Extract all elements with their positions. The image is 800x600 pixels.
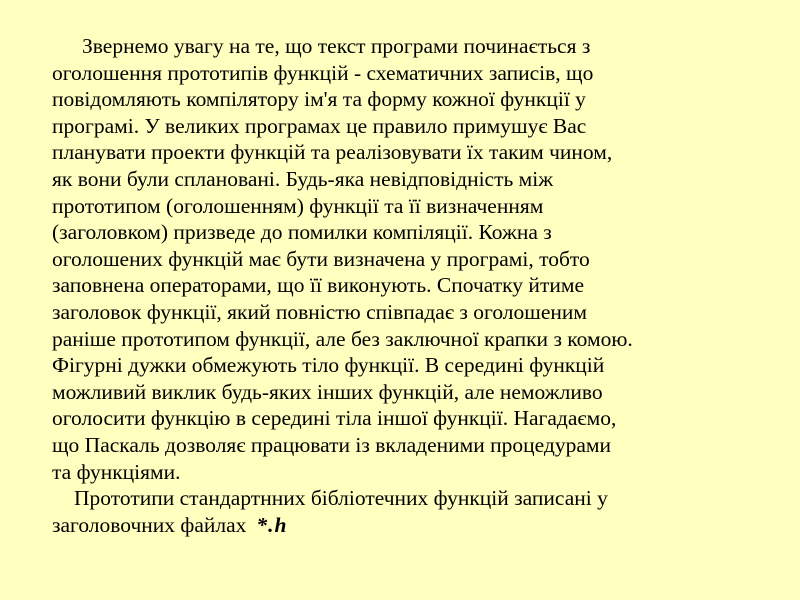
header-file-extension: *.h	[256, 512, 288, 537]
text-line: планувати проекти функцій та реалізовувати їх таким чином,	[52, 140, 613, 165]
text-line: можливий виклик будь-яких інших функцій, але неможливо	[52, 379, 603, 404]
text-line: заповнена операторами, що її виконують. Спочатку йтиме	[52, 273, 584, 298]
text-line: заголовок функції, який повністю співпадає з оголошеним	[52, 299, 587, 324]
text-line: та функціями.	[52, 459, 181, 484]
text-line: раніше прототипом функції, але без заключної крапки з комою.	[52, 326, 633, 351]
text-line: Звернемо увагу на те, що текст програми починається з	[82, 34, 591, 58]
paragraph-2	[52, 485, 792, 538]
text-line: як вони були сплановані. Будь-яка невідповідність між	[52, 166, 554, 191]
text-line: (заголовком) призведе до помилки компіляції. Кожна з	[52, 220, 552, 245]
slide-text	[52, 33, 792, 538]
text-line: що Паскаль дозволяє працювати із вкладеними процедурами	[52, 432, 611, 457]
text-line: оголошення прототипів функцій - схематичних записів, що	[52, 60, 594, 85]
text-line: повідомляють компілятору ім'я та форму кожної функції у	[52, 87, 586, 112]
text-line: програмі. У великих програмах це правило примушує Вас	[52, 113, 587, 138]
text-line: Фігурні дужки обмежують тіло функції. В середині функцій	[52, 353, 605, 378]
text-line: оголосити функцію в середині тіла іншої функції. Нагадаємо,	[52, 406, 617, 431]
text-line: прототипом (оголошенням) функції та її визначенням	[52, 193, 544, 218]
text-line: Прототипи стандартнних бібліотечних функцій записані у	[74, 486, 608, 511]
paragraph-1	[52, 33, 792, 485]
text-line: оголошених функцій має бути визначена у програмі, тобто	[52, 246, 590, 271]
text-line: заголовочних файлах *.h	[52, 512, 288, 537]
